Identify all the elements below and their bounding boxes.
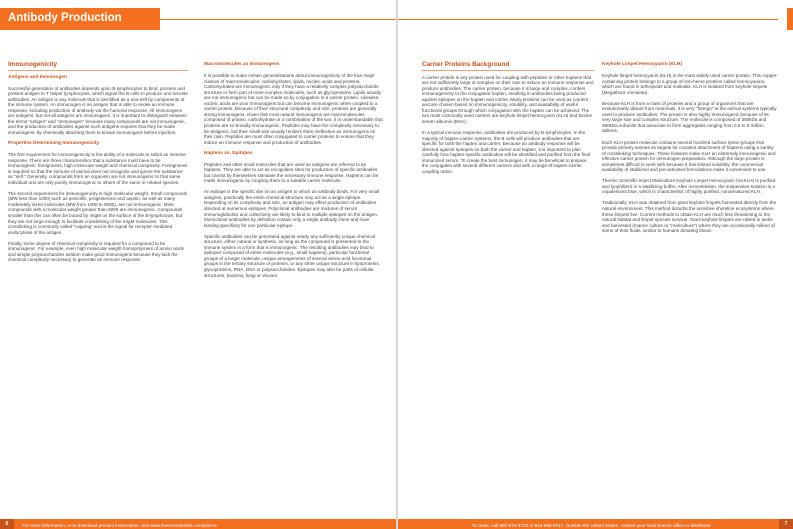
paragraph: It is possible to make certain generalizations about immunogenicity of the four major classes of macromolecules: carbohydrates, lipids, nucleic acids and proteins. Carbohydrates are immunogenic only if they have a relatively complex polysaccharide structure or form part of more complex molecules, such as glycoproteins. Lipids usually are not immunogenic but can be made so by conjugation to a carrier protein. Likewise, nucleic acids are poor immunogens but can become immunogenic when coupled to a carrier protein. Because of their structural complexity and size, proteins are generally strong immunogens. Given that most natural immunogens are macromolecules composed of protein, carbohydrate or a combination of the two, it is understandable that proteins are so broadly immunogenic. Peptides may have the complexity necessary to be antigenic, but their small size usually renders them ineffective as immunogens on their own. Peptides are most often conjugated to carrier proteins to ensure that they induce an immune response and production of antibodies. bbox=[204, 73, 383, 145]
paragraph: Specific antibodies can be generated against nearly any sufficiently unique chemical structure, either natural or synthetic, as long as the compound is presented to the immune system in a form that is immunogenic. The resulting antibodies may bind to epitopes composed of entire molecules (e.g., small haptens), particular functional groups of a larger molecule, unique arrangements of several amino acid functional groups in the tertiary structure of proteins, or any other unique structure in lipoproteins, glycoproteins, RNA, DNA or polysaccharides. Epitopes may also be parts of cellular structures, bacteria, fungi or viruses. bbox=[204, 233, 380, 278]
paragraph: Because KLH is from a class of proteins and a group of organisms that are evolutionarily distant from mammals, it is very "foreign" to the animal systems typically used to produce antibodies. The protein is also highly immunogenic because of its very large size and complex structure. The molecule is composed of 350kDa and 390kDa subunits that associate to form aggregates ranging from 0.5 to 8 million daltons. bbox=[602, 100, 777, 134]
column-immunogenicity bbox=[8, 62, 188, 268]
section-title-immunogenicity: Immunogenicity bbox=[8, 62, 188, 71]
subhead-properties: Properties Determining Immunogenicity bbox=[8, 141, 100, 147]
column-klh bbox=[602, 62, 778, 239]
paragraph: Peptides and other small molecules that are used as antigens are referred to as haptens. They are able to act as recognition sites for production of specific antibodies but cannot by themselves stimulate the necessary immune response. Haptens can be made immunogenic by coupling them to a suitable carrier molecule. bbox=[204, 161, 379, 184]
page-number-left: 6 bbox=[0, 519, 14, 529]
header-rule-right bbox=[398, 19, 778, 20]
header-rule bbox=[160, 19, 396, 20]
paragraph: Traditionally, KLH was obtained from giant keyhole limpets harvested directly from the natural environment. This method disturbs the sensitive shoreline ecosystems where these limpets live. Current methods to obtain KLH are much less threatening to the natural habitat and limpet species survival. Giant keyhole limpets are raised in tanks and harvested (marine culture or "mariculture") where they are occasionally milked of some of their fluids, similar to humans donating blood. bbox=[602, 200, 777, 234]
paragraph: Keyhole limpet hemocyanin (KLH) is the most widely used carrier protein. This copper-containing protein belongs to a group of non-heme proteins called hemocyanins, which are found in arthropods and mollusks. KLH is isolated from keyhole limpets (Megathura crenulata). bbox=[602, 73, 778, 95]
subhead-antigens: Antigens and Immunogen bbox=[8, 74, 67, 80]
paragraph: Each KLH protein molecule contains several hundred surface lysine groups that provide primary amines as targets for covalent attachment of haptens using a variety of crosslinking techniques. These features make KLH an extremely immunogenic and effective carrier protein for immunogen preparation. Although the large protein is sometimes difficult to work with because it has limited solubility, the commercial availability of stabilized and pre-activated formulations make it convenient to use. bbox=[602, 139, 776, 173]
paragraph: In a typical immune response, antibodies are produced by B-lymphocytes. In the majority of hapten-carrier systems, the B cells will produce antibodies that are specific for both the hapten and carrier. Because an antibody response will be directed against epitopes on both the carrier and hapten, it is important to plan carefully how hapten-specific antibodies will be identified and purified from the final immunized serum. To create the best immunogen, it may be beneficial to prepare the conjugates with several different carriers and with a range of hapten:carrier coupling ratios. bbox=[422, 129, 591, 174]
section-title-carrier-proteins: Carrier Proteins Background bbox=[422, 62, 594, 71]
right-page bbox=[397, 0, 793, 529]
left-page bbox=[0, 0, 396, 529]
subhead-macromolecules: Macromolecules as Immunogens bbox=[204, 62, 280, 67]
column-carrier-proteins bbox=[422, 62, 594, 180]
page-number-right: 7 bbox=[779, 519, 793, 529]
paragraph: An epitope is the specific site on an antigen to which an antibody binds. For very small antigens, practically the entire chemical structure may act as a single epitope. Depending on its complexity and size, an antigen may effect production of antibodies directed at numerous epitopes. Polyclonal antibodies are mixtures of serum immunoglobulins and collectively are likely to bind to multiple epitopes on the antigen. Monoclonal antibodies by definition contain only a single antibody clone and have binding specificity for one particular epitope. bbox=[204, 189, 380, 228]
paragraph: The first requirement for immunogenicity is the ability of a molecule to solicit an immune response. There are three characteristics that a substance must have to be immunogenic: foreignness, high molecular weight and chemical complexity. Foreignness is required so that the immune of animal does not recognize and ignore the substance as "self." Generally, compounds from an organism are not immunogenic to that same individual and are only poorly immunogenic to others of the same or related species. bbox=[8, 152, 188, 185]
paragraph: A carrier protein is any protein used for coupling with peptides or other haptens that are not sufficiently large or complex on their own to induce an immune response and produce antibodies. The carrier protein, because it is large and complex, confers immunogenicity to the conjugated hapten, resulting in antibodies being produced against epitopes on the hapten and carrier. Many proteins can be used as carriers and are chosen based on immunogenicity, solubility, and availability of useful functional groups through which conjugation with the hapten can be achieved. The two most commonly used carriers are keyhole limpet hemocyanin (KLH) and bovine serum albumin (BSA). bbox=[422, 74, 594, 124]
paragraph: The second requirement for immunogenicity is high molecular weight. Small compounds (MW less than 1000) such as penicillin, progesterone and aspirin, as well as many moderately sized molecules (MW from 1000 to 6000), are not immunogenic. Most compounds with a molecular weight greater than 6000 are immunogenic. Compounds smaller than this can often be bound by mIgM on the surface of the B-lymphocyte, but they are not large enough to facilitate crosslinking of the mIgM molecules. This crosslinking is commonly called "capping" and is the signal for receptor mediated endocytosis of the antigen. bbox=[8, 190, 187, 235]
subhead-klh: Keyhole Limpet Hemocyanin (KLH) bbox=[602, 62, 682, 67]
column-macromolecules bbox=[204, 62, 384, 284]
paragraph: Successful generation of antibodies depends upon B-lymphocytes to bind, process and present antigen to T helper lymphocytes, which signal the B cells to produce and secrete antibodies. An antigen is any molecule that is identified as a non-self by components of the immune system. An immunogen is an antigen that is able to evoke an immune response, including production of antibody via the humoral response. All immunogens are antigens, but not all antigens are immunogens. It is important to distinguish between the terms "antigen" and "immunogen" because many compounds are not immunogenic, and the production of antibodies against such antigens requires that they be made immunogenic by chemically attaching them to known immunogens before injection. bbox=[8, 85, 188, 135]
subhead-haptens: Haptens vs. Epitopes bbox=[204, 150, 253, 156]
footer-text-left[interactable]: For more information, or to download product instructions, visit www.thermoscientific.com/pierce bbox=[22, 522, 217, 528]
page-title: Antibody Production bbox=[8, 12, 122, 24]
edge-tab bbox=[787, 8, 793, 30]
paragraph: Thermo Scientific Imject Mariculture Keyhole Limpet Hemocyanin (mcKLH) is purified and lyophilized in a stabilizing buffer. After reconstitution, the suspension-solution is a nopalescent blue, which is characteristic of highly purified, nondenatured KLH. bbox=[602, 178, 776, 195]
paragraph: Finally, some degree of chemical complexity is required for a compound to be immunogenic. For example, even high molecular weight homopolymers of amino acids and simple polysaccharides seldom make good immunogens because they lack the chemical complexity necessary to generate an immune response. bbox=[8, 240, 184, 263]
footer-text-right: To order, call 800-874-3723 or 815-968-0747. Outside the United States, contact your local branch office or distributor. bbox=[472, 522, 712, 528]
